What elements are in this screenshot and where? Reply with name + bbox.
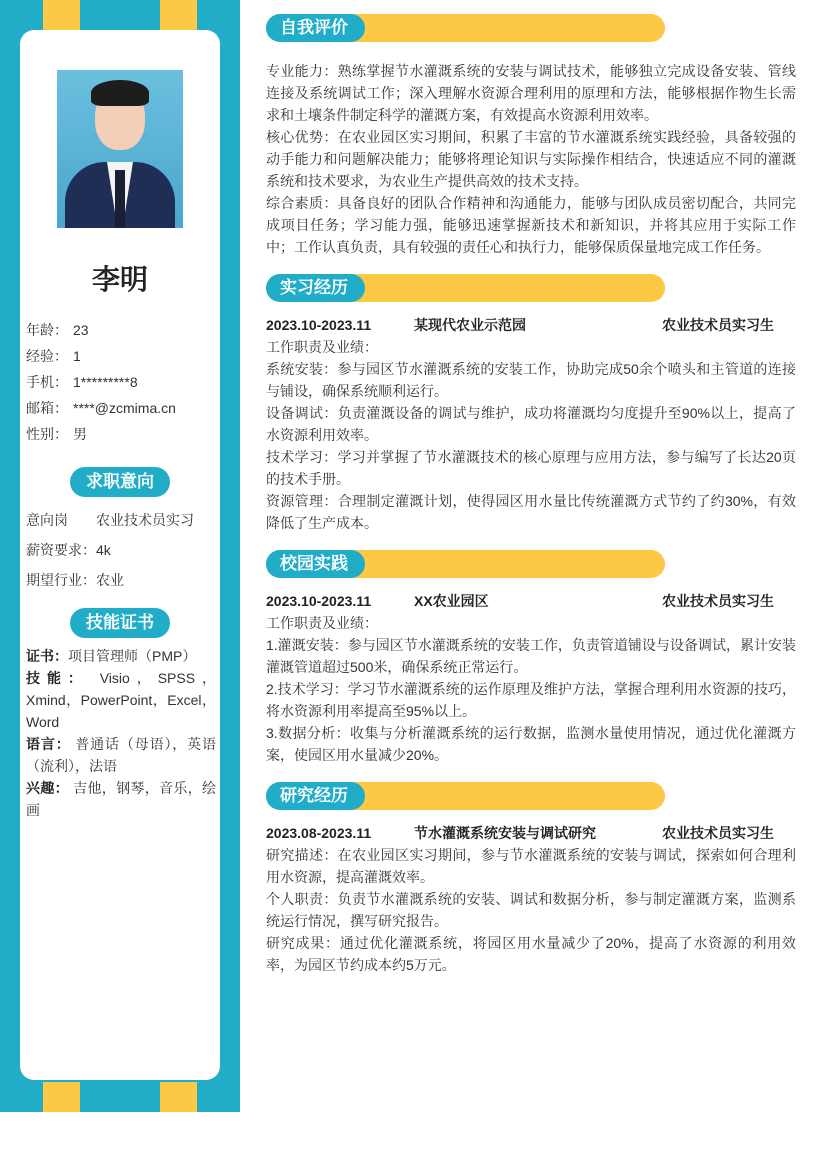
info-value: 1*********8 [73,374,138,390]
paragraph: 工作职责及业绩： [266,339,378,355]
paragraph: 系统安装：参与园区节水灌溉系统的安装工作，协助完成50余个喷头和主管道的连接与铺设，确保系统顺利运行。 [266,361,796,399]
entry-organization: 节水灌溉系统安装与调试研究 [414,825,596,841]
paragraph: 设备调试：负责灌溉设备的调试与维护，成功将灌溉均匀度提升至90%以上，提高了水资源利用效率。 [266,405,796,443]
section-internship [266,314,796,534]
entry-header [266,314,796,336]
info-label: 邮箱： [26,400,68,416]
intent-row [26,535,194,565]
info-value: 23 [73,322,89,338]
sidebar [0,0,240,1112]
entry-organization: 某现代农业示范园 [414,317,526,333]
entry-organization: XX农业园区 [414,593,489,609]
skill-item [26,667,216,733]
paragraph: 1.灌溉安装：参与园区节水灌溉系统的安装工作，负责管道铺设与设备调试，累计安装灌溉管道超过500米，确保系统正常运行。 [266,637,796,675]
paragraph: 综合素质：具备良好的团队合作精神和沟通能力，能够与团队成员密切配合，共同完成项目任务；学习能力强，能够迅速掌握新技术和新知识，并将其应用于实际工作中；工作认真负责，具有较强的责任心和执行力，能够保质保量地完成工作任务。 [266,195,796,255]
paragraph: 2.技术学习：学习节水灌溉系统的运作原理及维护方法，掌握合理利用水资源的技巧，将水资源利用率提高至95%以上。 [266,681,796,719]
main-content [266,14,796,992]
entry-date: 2023.08-2023.11 [266,825,372,841]
intent-value: 农业技术员实习 [96,512,194,528]
basic-info [26,317,176,447]
intent-value: 4k [96,542,111,558]
info-row [26,343,176,369]
paragraph: 个人职责：负责节水灌溉系统的安装、调试和数据分析，参与制定灌溉方案，监测系统运行情况，撰写研究报告。 [266,891,796,929]
section-title: 校园实践 [266,550,365,578]
intent-value: 农业 [96,572,124,588]
paragraph: 研究描述：在农业园区实习期间，参与节水灌溉系统的安装与调试，探索如何合理利用水资源，提高灌溉效率。 [266,847,796,885]
info-label: 手机： [26,374,68,390]
section-header-internship [266,274,796,302]
section-title: 研究经历 [266,782,365,810]
entry-date: 2023.10-2023.11 [266,593,372,609]
paragraph: 核心优势：在农业园区实习期间，积累了丰富的节水灌溉系统实践经验，具备较强的动手能力和问题解决能力；能够将理论知识与实际操作相结合，快速适应不同的灌溉系统和技术要求，为农业生产提供高效的技术支持。 [266,129,796,189]
info-value: 1 [73,348,81,364]
info-row [26,421,176,447]
skill-item [26,777,216,821]
skills-list [26,645,216,821]
profile-card [20,30,220,1080]
intent-label: 期望行业： [26,572,96,588]
candidate-name: 李明 [91,264,148,295]
section-title: 实习经历 [266,274,365,302]
skill-item [26,645,216,667]
info-label: 经验： [26,348,68,364]
intent-label: 意向岗 [26,512,68,528]
entry-role: 农业技术员实习生 [662,317,774,333]
section-header-research [266,782,796,810]
skill-item [26,733,216,777]
skill-label: 技能： [26,670,89,686]
job-intent [26,505,194,595]
paragraph: 研究成果：通过优化灌溉系统，将园区用水量减少了20%，提高了水资源的利用效率，为园区节约成本约5万元。 [266,935,796,973]
skill-value: 项目管理师（PMP） [68,648,197,664]
skills-heading: 技能证书 [70,608,170,638]
section-research [266,822,796,976]
paragraph: 工作职责及业绩： [266,615,378,631]
entry-header [266,590,796,612]
profile-photo [57,70,183,228]
info-row [26,369,176,395]
info-value: ****@zcmima.cn [73,400,176,416]
info-label: 年龄： [26,322,68,338]
intent-heading: 求职意向 [70,467,170,497]
entry-role: 农业技术员实习生 [662,825,774,841]
info-row [26,395,176,421]
section-title: 自我评价 [266,14,365,42]
paragraph: 3.数据分析：收集与分析灌溉系统的运行数据，监测水量使用情况，通过优化灌溉方案，使园区用水量减少20%。 [266,725,796,763]
skill-label: 证书： [26,648,68,664]
info-label: 性别： [26,426,68,442]
stripe-decoration [43,1082,80,1112]
skill-label: 语言： [26,736,71,752]
info-row [26,317,176,343]
skill-label: 兴趣： [26,780,69,796]
paragraph: 专业能力：熟练掌握节水灌溉系统的安装与调试技术，能够独立完成设备安装、管线连接及系统调试工作；深入理解水资源合理利用的原理和方法，能够根据作物生长需求和土壤条件制定科学的灌溉方案，有效提高水资源利用效率。 [266,63,796,123]
intent-row [26,505,194,535]
info-value: 男 [73,426,87,442]
paragraph: 资源管理：合理制定灌溉计划，使得园区用水量比传统灌溉方式节约了约30%，有效降低了生产成本。 [266,493,796,531]
entry-role: 农业技术员实习生 [662,593,774,609]
skill-value: 普通话（母语），英语（流利），法语 [26,736,217,774]
paragraph: 技术学习：学习并掌握了节水灌溉技术的核心原理与应用方法，参与编写了长达20页的技术手册。 [266,449,796,487]
stripe-decoration [160,0,197,30]
intent-row [26,565,194,595]
section-campus-practice [266,590,796,766]
skill-value: Visio，SPSS，Xmind，PowerPoint，Excel，Word [26,670,216,730]
skill-value: 吉他，钢琴，音乐，绘画 [26,780,217,818]
section-header-self-evaluation [266,14,796,42]
section-self-evaluation [266,60,796,258]
entry-header [266,822,796,844]
stripe-decoration [43,0,80,30]
section-header-campus-practice [266,550,796,578]
stripe-decoration [160,1082,197,1112]
intent-label: 薪资要求： [26,542,96,558]
entry-date: 2023.10-2023.11 [266,317,372,333]
